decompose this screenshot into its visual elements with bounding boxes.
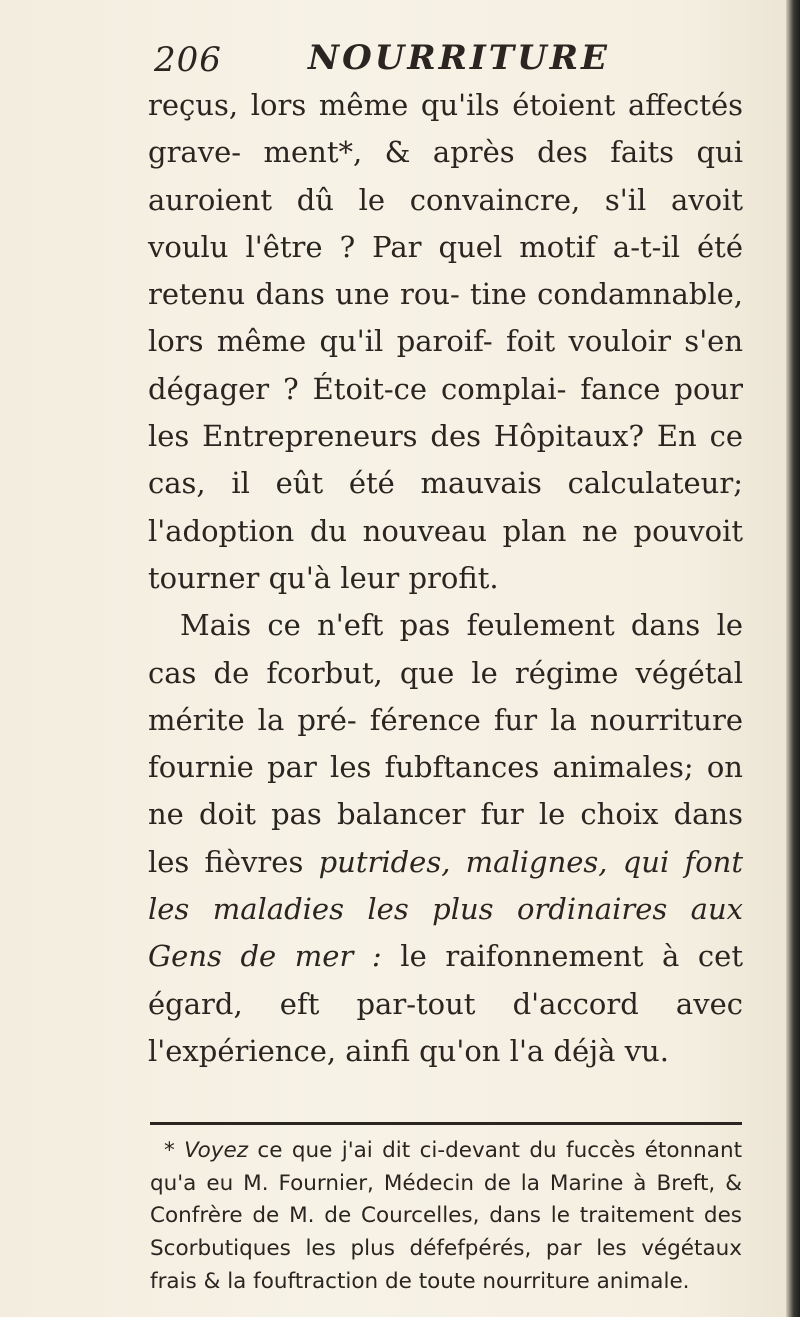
footnote [150, 1135, 742, 1299]
paragraph-2-italic: putrides, malignes, qui font les maladies les plus ordinaires aux Gens de mer : [148, 844, 743, 974]
page-number: 206 [154, 40, 222, 80]
body-text [148, 82, 743, 1075]
page-edge-shadow [786, 0, 800, 1317]
footnote-marker: * [164, 1138, 185, 1163]
paragraph-2-start: Mais ce n'eft pas feulement dans le cas de fcorbut, que le régime végétal mérite la pré- férence fur la nourriture fournie par les fubftances animales; on ne doit pas balancer fur le choix dans les fièvres [148, 608, 743, 879]
paragraph-2 [148, 602, 743, 1075]
paragraph-1: reçus, lors même qu'ils étoient affectés grave- ment*, & après des faits qui auroient dû le convaincre, s'il avoit voulu l'être ? Par quel motif a-t-il été retenu dans une rou- tine condamnable, lors même qu'il paroif- foit vouloir s'en dégager ? Étoit-ce complai- fance pour les Entrepreneurs des Hôpitaux? En ce cas, il eût été mauvais calculateur; l'adoption du nouveau plan ne pouvoit tourner qu'à leur profit. [148, 88, 743, 595]
paragraph-2-end: le raifonnement à cet égard, eft par-tout d'accord avec l'expérience, ainfi qu'on l'a déjà vu. [148, 939, 743, 1068]
footnote-rule [150, 1122, 742, 1125]
running-head: NOURRITURE [308, 38, 610, 78]
footnote-text: ce que j'ai dit ci-devant du fuccès étonnant qu'a eu M. Fournier, Médecin de la Marine à Breft, & Confrère de M. de Courcelles, dans le traitement des Scorbutiques les plus défefpérés, par les végétaux frais & la fouftraction de toute nourriture animale. [150, 1138, 742, 1294]
footnote-paragraph [150, 1135, 742, 1299]
footnote-italic: Voyez [184, 1138, 248, 1163]
